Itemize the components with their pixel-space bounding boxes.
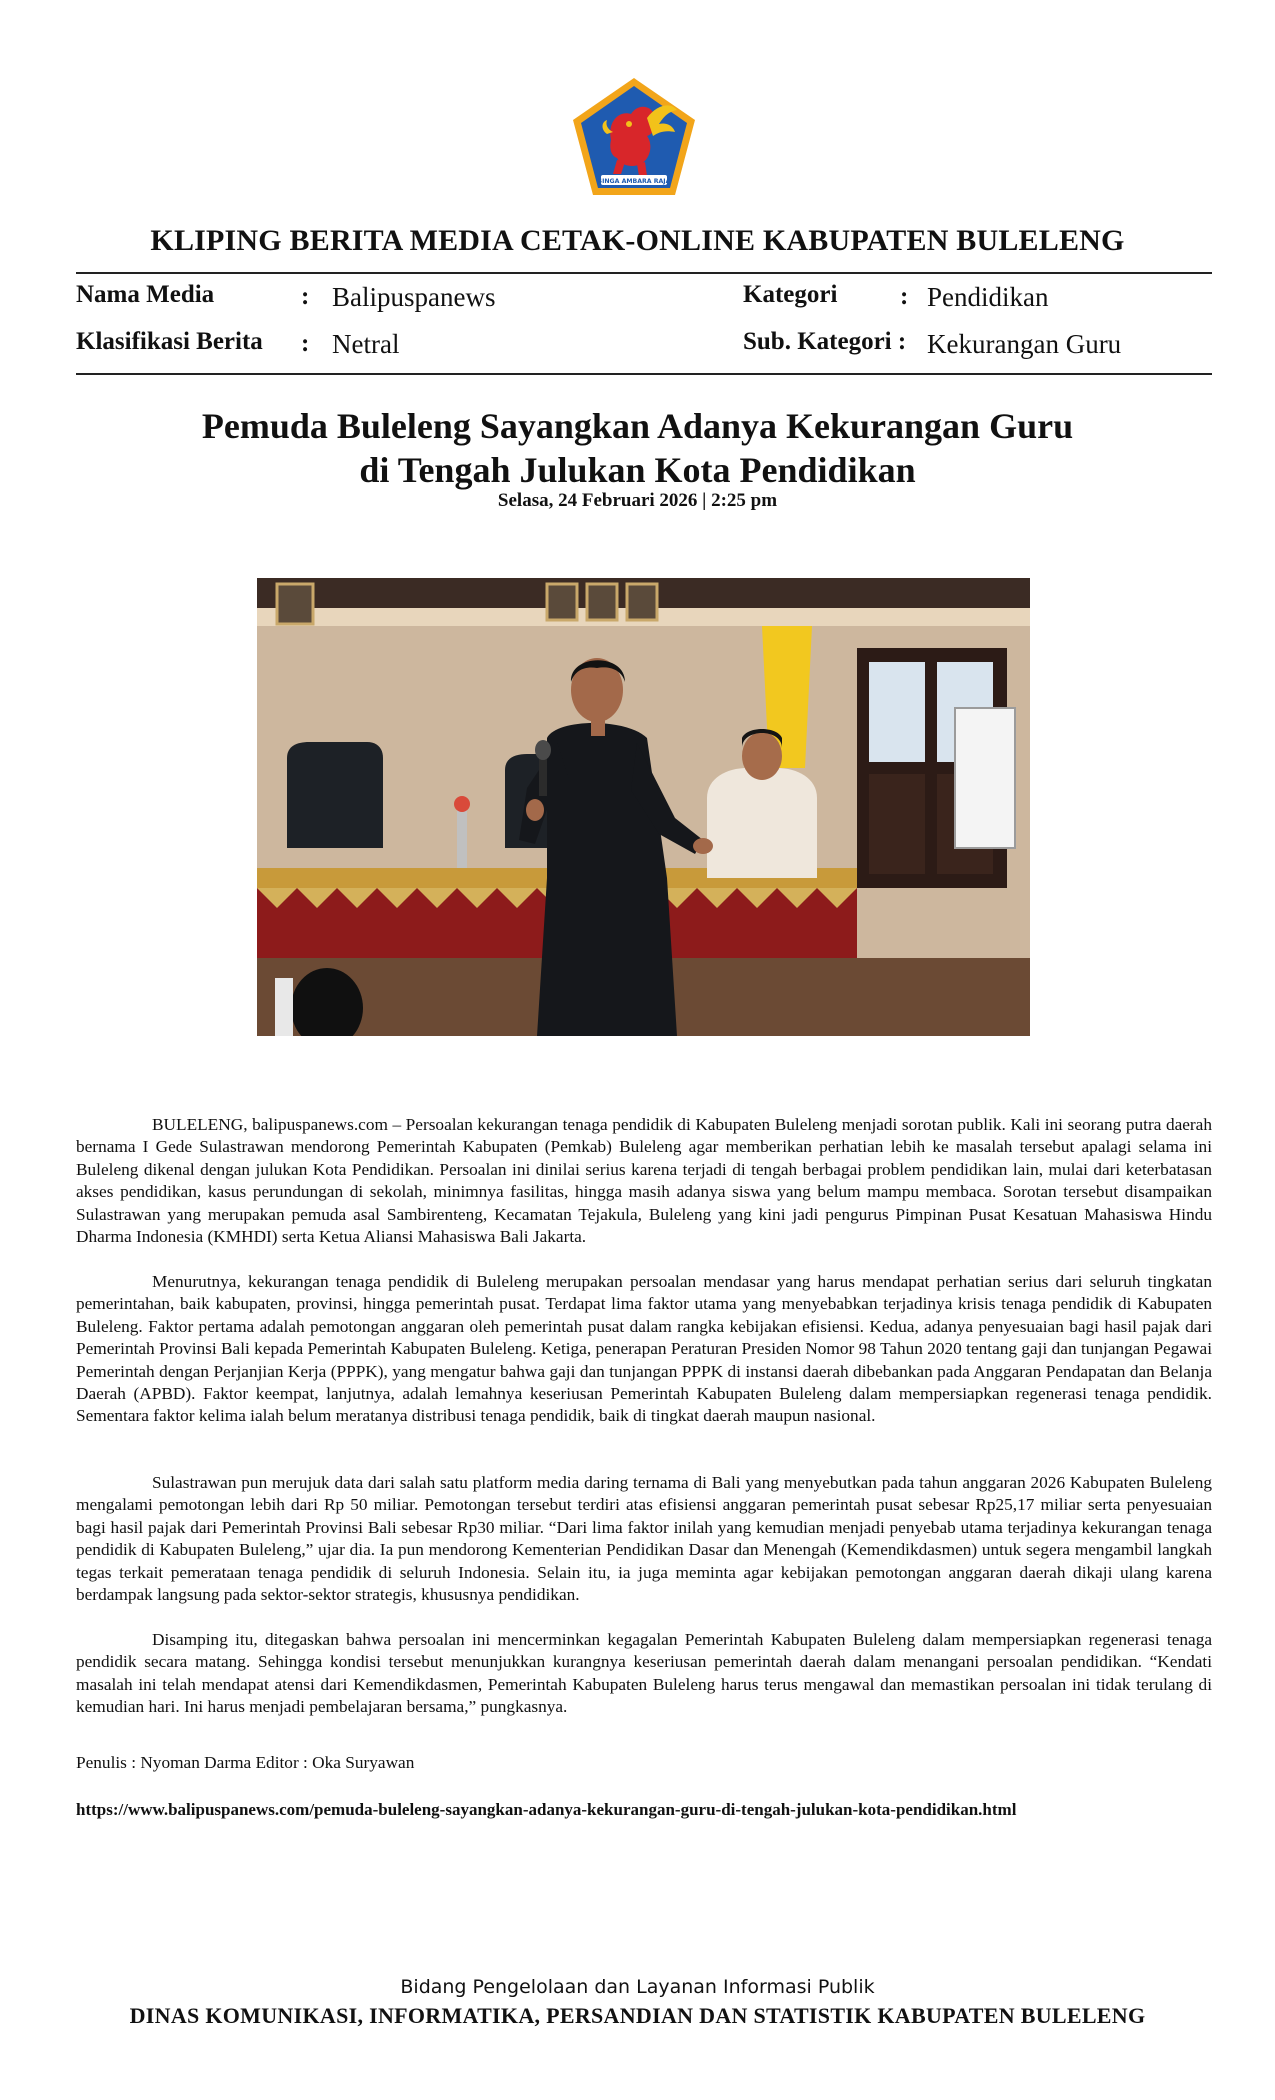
speaker-photo-icon <box>257 578 1030 1036</box>
article-credits: Penulis : Nyoman Darma Editor : Oka Suryawan <box>76 1753 415 1772</box>
clipping-title: KLIPING BERITA MEDIA CETAK-ONLINE KABUPATEN BULELENG <box>150 224 1125 257</box>
subcategory-value: Kekurangan Guru <box>927 329 1122 359</box>
classification-value: Netral <box>332 329 400 359</box>
category-colon: : <box>900 283 909 310</box>
headline-line-2: di Tengah Julukan Kota Pendidikan <box>359 450 916 490</box>
article-paragraph-1: BULELENG, balipuspanews.com – Persoalan kekurangan tenaga pendidik di Kabupaten Buleleng menjadi sorotan publik. Kali ini seorang putra daerah bernama I Gede Sulastrawan mendorong Pemerintah Kabupaten (Pemkab) Buleleng agar memberikan perhatian lebih ke masalah tersebut apalagi selama ini Buleleng dikenal dengan julukan Kota Pendidikan. Persoalan ini dinilai serius karena terjadi di tengah berbagai problem pendidikan lain, mulai dari keterbatasan akses pendidikan, kasus perundungan di sekolah, minimnya fasilitas, hingga masih adanya siswa yang belum mampu membaca. Sorotan tersebut disampaikan Sulastrawan yang merupakan pemuda asal Sambirenteng, Kecamatan Tejakula, Buleleng yang kini jadi pengurus Pimpinan Pusat Kesatuan Mahasiswa Hindu Dharma Indonesia (KMHDI) serta Ketua Aliansi Mahasiswa Bali Jakarta. <box>76 1115 1212 1247</box>
article-paragraph-2: Menurutnya, kekurangan tenaga pendidik di Buleleng merupakan persoalan mendasar yang harus mendapat perhatian serius dari seluruh tingkatan pemerintahan, baik kabupaten, provinsi, hingga pemerintah pusat. Terdapat lima faktor utama yang menyebabkan terjadinya krisis tenaga pendidik di Kabupaten Buleleng. Faktor pertama adalah pemotongan anggaran oleh pemerintah pusat dalam rangka kebijakan efisiensi. Kedua, adanya penyesuaian bagi hasil pajak dari Pemerintah Provinsi Bali kepada Pemerintah Kabupaten Buleleng. Ketiga, penerapan Peraturan Presiden Nomor 98 Tahun 2020 tentang gaji dan tunjangan Pegawai Pemerintah dengan Perjanjian Kerja (PPPK), yang mengatur bahwa gaji dan tunjangan PPPK di instansi daerah dibebankan pada Anggaran Pendapatan dan Belanja Daerah (APBD). Faktor keempat, lanjutnya, adalah lemahnya keseriusan Pemerintah Kabupaten Buleleng dalam mempersiapkan regenerasi tenaga pendidik. Sementara faktor kelima ialah belum meratanya distribusi tenaga pendidik, baik di tingkat daerah maupun nasional. <box>76 1272 1212 1426</box>
source-url[interactable]: https://www.balipuspanews.com/pemuda-buleleng-sayangkan-adanya-kekurangan-guru-di-tengah-julukan-kota-pendidikan.html <box>76 1800 1017 1819</box>
media-colon: : <box>301 283 310 310</box>
regency-emblem-icon <box>567 74 701 199</box>
media-label: Nama Media <box>76 281 215 308</box>
article-headline <box>0 404 1275 492</box>
classification-label: Klasifikasi Berita <box>76 328 263 355</box>
article-paragraph-4: Disamping itu, ditegaskan bahwa persoalan ini mencerminkan kegagalan Pemerintah Kabupaten Buleleng dalam mempersiapkan regenerasi tenaga pendidik secara matang. Sehingga kondisi tersebut menunjukkan kurangnya keseriusan pemerintah daerah dalam menangani persoalan pendidikan. “Kendati masalah ini telah mendapat atensi dari Kemendikdasmen, Pemerintah Kabupaten Buleleng harus terus mengawal dan memastikan persoalan ini tidak terulang di kemudian hari. Ini harus menjadi pembelajaran bersama,” pungkasnya. <box>76 1630 1212 1717</box>
classification-colon: : <box>301 330 310 357</box>
category-label: Kategori <box>743 281 838 308</box>
header-divider-top <box>76 272 1212 274</box>
regency-logo <box>567 74 701 199</box>
header-divider-bottom <box>76 373 1212 375</box>
article-photo <box>257 578 1030 1036</box>
article-paragraph-3: Sulastrawan pun merujuk data dari salah satu platform media daring ternama di Bali yang menyebutkan pada tahun anggaran 2026 Kabupaten Buleleng mengalami pemotongan lebih dari Rp 50 miliar. Pemotongan tersebut terdiri atas efisiensi anggaran pemerintah pusat sebesar Rp25,17 miliar serta penyesuaian bagi hasil pajak dari Pemerintah Provinsi Bali sebesar Rp30 miliar. “Dari lima faktor inilah yang kemudian menjadi penyebab utama terjadinya kekurangan tenaga pendidik di Kabupaten Buleleng,” ujar dia. Ia pun mendorong Kementerian Pendidikan Dasar dan Menengah (Kemendikdasmen) untuk segera mengambil langkah tegas terkait pemerataan tenaga pendidik di seluruh Indonesia. Selain itu, ia juga meminta agar kebijakan pemotongan anggaran daerah dikaji ulang karena berdampak langsung pada sektor-sektor strategis, khususnya pendidikan. <box>76 1473 1212 1605</box>
publish-date: Selasa, 24 Februari 2026 | 2:25 pm <box>497 490 778 511</box>
headline-line-1: Pemuda Buleleng Sayangkan Adanya Kekurangan Guru <box>201 406 1074 446</box>
subcategory-label: Sub. Kategori : <box>743 328 907 355</box>
category-value: Pendidikan <box>927 282 1049 312</box>
footer-office: DINAS KOMUNIKASI, INFORMATIKA, PERSANDIAN DAN STATISTIK KABUPATEN BULELENG <box>129 2003 1146 2028</box>
footer-unit: Bidang Pengelolaan dan Layanan Informasi Publik <box>400 1976 875 1998</box>
media-value: Balipuspanews <box>332 282 496 312</box>
svg-text:SINGA AMBARA RAJA: SINGA AMBARA RAJA <box>597 178 671 185</box>
